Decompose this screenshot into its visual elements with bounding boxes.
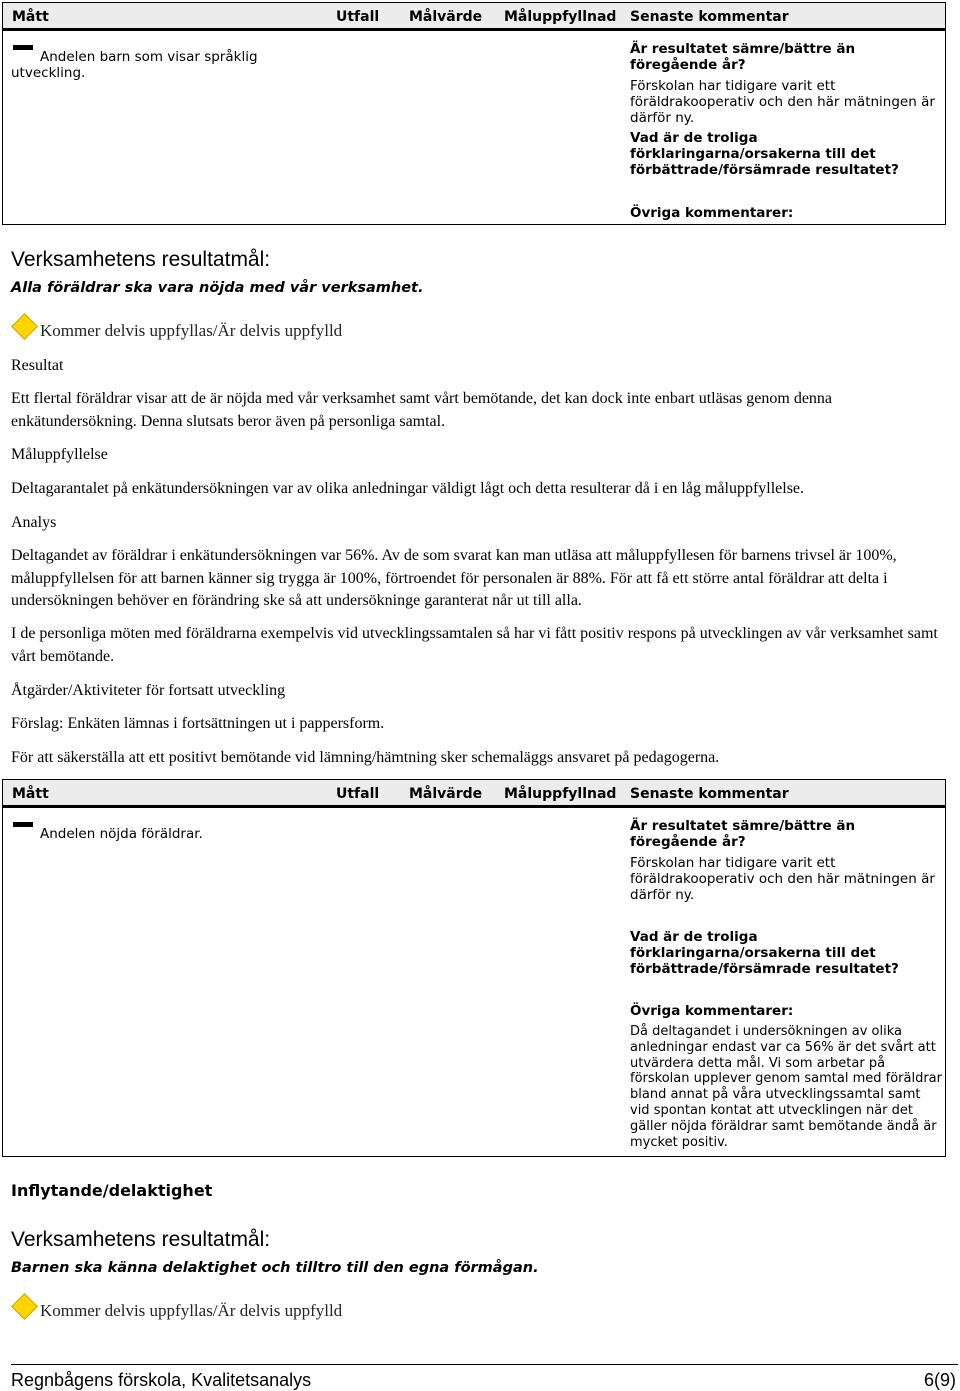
- atgarder-text-2: För att säkerställa att ett positivt bemötande vid lämning/hämtning sker schemaläggs ansvaret på pedagogerna.: [11, 749, 720, 766]
- col-maluppfyllnad: Måluppfyllnad: [504, 9, 617, 25]
- answer-other: Då deltagandet i undersökningen av olika anledningar endast var ca 56% är det svårt att utvärdera detta mål. Vi som arbetar på förskolan upplever genom samtal med föräldrar bland annat på våra utvecklingssamtal samt vid spontan kontat att utvecklingen när det gäller nöjda föräldrar samt bemötande ändå är mycket positiv.: [630, 1024, 942, 1150]
- status-text: Kommer delvis uppfyllas/Är delvis uppfylld: [40, 321, 343, 340]
- question-other: Övriga kommentarer:: [630, 205, 794, 221]
- measure-label: Andelen barn som visar språklig utveckling.: [11, 49, 258, 81]
- analys-text-2: I de personliga möten med föräldrarna exempelvis vid utvecklingssamtalen så har vi fått positiv respons på utvecklingen av vår verksamhet samt vårt bemötande.: [11, 625, 938, 665]
- question-causes: Vad är de troliga förklaringarna/orsakerna till det förbättrade/försämrade resultatet?: [630, 929, 899, 977]
- atgarder-text-1: Förslag: Enkäten lämnas i fortsättningen ut i pappersform.: [11, 715, 385, 732]
- question-other: Övriga kommentarer:: [630, 1003, 794, 1019]
- goal-statement: Alla föräldrar ska vara nöjda med vår verksamhet.: [11, 280, 424, 296]
- category-heading: Inflytande/delaktighet: [11, 1181, 213, 1200]
- footer-divider: [11, 1364, 958, 1365]
- maluppfyllelse-text: Deltagarantalet på enkätundersökningen var av olika anledningar väldigt lågt och detta resulterar då i en låg måluppfyllelse.: [11, 480, 805, 497]
- col-senaste-kommentar: Senaste kommentar: [630, 9, 789, 25]
- page-number: 6(9): [923, 1370, 956, 1390]
- col-utfall: Utfall: [336, 9, 380, 25]
- answer-compare: Förskolan har tidigare varit ett föräldrakooperativ och den här mätningen är därför ny.: [630, 855, 935, 903]
- answer-compare: Förskolan har tidigare varit ett föräldrakooperativ och den här mätningen är därför ny.: [630, 78, 935, 126]
- table-header: [3, 780, 945, 808]
- measure-table-2: [2, 779, 946, 1157]
- col-malvarde: Målvärde: [409, 9, 483, 25]
- resultat-heading: Resultat: [11, 357, 64, 374]
- question-causes: Vad är de troliga förklaringarna/orsakerna till det förbättrade/försämrade resultatet?: [630, 130, 899, 178]
- status-diamond-icon: [11, 313, 38, 340]
- footer-title: Regnbågens förskola, Kvalitetsanalys: [11, 1370, 312, 1390]
- col-maluppfyllnad: Måluppfyllnad: [504, 786, 617, 802]
- goal-statement: Barnen ska känna delaktighet och tilltro till den egna förmågan.: [11, 1260, 539, 1276]
- question-compare: Är resultatet sämre/bättre än föregående år?: [630, 41, 856, 73]
- col-senaste-kommentar: Senaste kommentar: [630, 786, 789, 802]
- status-diamond-icon: [11, 1293, 38, 1320]
- question-compare: Är resultatet sämre/bättre än föregående år?: [630, 818, 856, 850]
- col-matt: Mått: [12, 9, 49, 25]
- measure-table-1: [2, 2, 946, 225]
- section-heading: Verksamhetens resultatmål:: [11, 1228, 271, 1251]
- analys-text-1: Deltagandet av föräldrar i enkätundersökningen var 56%. Av de som svarat kan man utläsa att måluppfyllesen för barnens trivsel är 100%, måluppfyllelsen för att barnen känner sig trygga är 100%, förtroendet för personalen är 88%. För att få ett större antal föräldrar att delta i undersökningen behöver en förändring ske så att undersökninge garanterat når ut till alla.: [11, 547, 897, 609]
- atgarder-heading: Åtgärder/Aktiviteter för fortsatt utveckling: [11, 682, 286, 699]
- col-utfall: Utfall: [336, 786, 380, 802]
- trend-dash-icon: [13, 822, 33, 827]
- section-heading: Verksamhetens resultatmål:: [11, 248, 271, 271]
- analys-heading: Analys: [11, 514, 57, 531]
- col-malvarde: Målvärde: [409, 786, 483, 802]
- table-header: [3, 3, 945, 31]
- measure-label: Andelen nöjda föräldrar.: [40, 826, 203, 842]
- maluppfyllelse-heading: Måluppfyllelse: [11, 446, 108, 463]
- col-matt: Mått: [12, 786, 49, 802]
- resultat-text: Ett flertal föräldrar visar att de är nöjda med vår verksamhet samt vårt bemötande, det kan dock inte enbart utläsas genom denna enkätundersökning. Denna slutsats beror även på personliga samtal.: [11, 390, 833, 430]
- status-text: Kommer delvis uppfyllas/Är delvis uppfylld: [40, 1301, 343, 1320]
